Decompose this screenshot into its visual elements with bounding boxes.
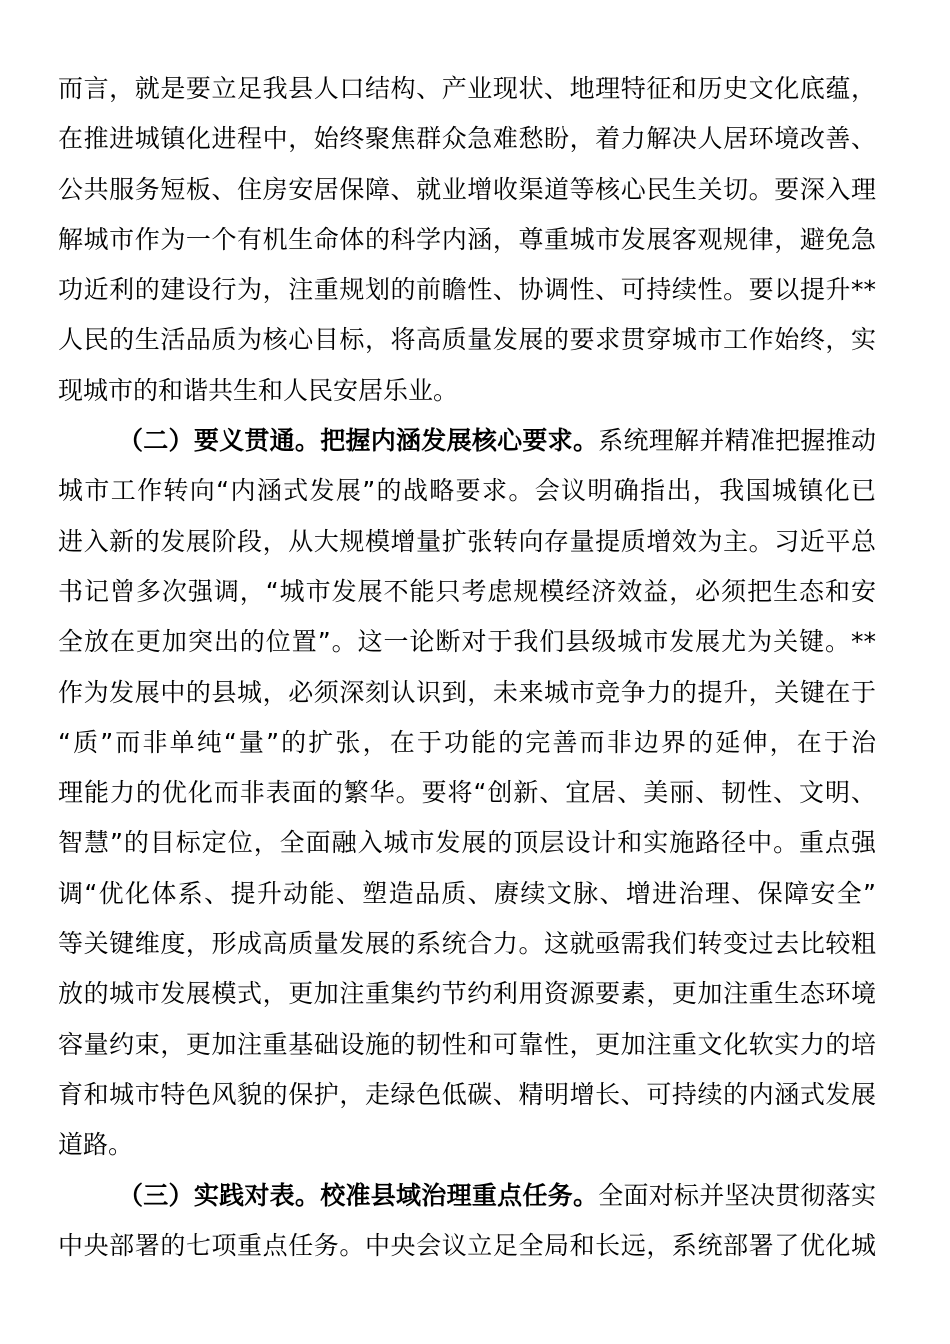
text-line: 育和城市特色风貌的保护，走绿色低碳、精明增长、可持续的内涵式发展: [58, 1079, 876, 1109]
text-line: 而言，就是要立足我县人口结构、产业现状、地理特征和历史文化底蕴，: [58, 74, 876, 103]
heading-continuation: 全面对标并坚决贯彻落实: [598, 1180, 876, 1210]
text-line: 智慧”的目标定位，全面融入城市发展的顶层设计和实施路径中。重点强: [58, 828, 876, 858]
text-line: 城市工作转向“内涵式发展”的战略要求。会议明确指出，我国城镇化已: [58, 476, 876, 506]
paragraph-1: [58, 64, 876, 416]
text-line: 作为发展中的县城，必须深刻认识到，未来城市竞争力的提升，关键在于: [58, 677, 876, 707]
text-line: 进入新的发展阶段，从大规模增量扩张转向存量提质增效为主。习近平总: [58, 526, 876, 556]
text-line: 解城市作为一个有机生命体的科学内涵，尊重城市发展客观规律，避免急: [58, 224, 876, 254]
heading-continuation: 系统理解并精准把握推动: [598, 426, 876, 456]
text-line: 功近利的建设行为，注重规划的前瞻性、协调性、可持续性。要以提升**: [58, 275, 876, 305]
text-line: 道路。: [58, 1130, 134, 1160]
text-line: 调“优化体系、提升动能、塑造品质、赓续文脉、增进治理、保障安全”: [58, 878, 876, 908]
text-line: 理能力的优化而非表面的繁华。要将“创新、宜居、美丽、韧性、文明、: [58, 778, 876, 808]
text-line: 在推进城镇化进程中，始终聚焦群众急难愁盼，着力解决人居环境改善、: [58, 124, 876, 154]
paragraph-first-line: [58, 1171, 876, 1221]
text-line: 放的城市发展模式，更加注重集约节约利用资源要素，更加注重生态环境: [58, 979, 876, 1009]
section-heading: （三）实践对表。校准县域治理重点任务。: [118, 1180, 599, 1210]
text-line: 容量约束，更加注重基础设施的韧性和可靠性，更加注重文化软实力的培: [58, 1029, 876, 1059]
paragraph-2: [58, 416, 876, 1170]
text-line: 公共服务短板、住房安居保障、就业增收渠道等核心民生关切。要深入理: [58, 174, 876, 204]
text-line: “质”而非单纯“量”的扩张，在于功能的完善而非边界的延伸，在于治: [58, 727, 876, 757]
text-line: 人民的生活品质为核心目标，将高质量发展的要求贯穿城市工作始终，实: [58, 325, 876, 355]
text-line: 现城市的和谐共生和人民安居乐业。: [58, 375, 459, 405]
text-line: 书记曾多次强调，“城市发展不能只考虑规模经济效益，必须把生态和安: [58, 576, 876, 606]
document-page: [58, 64, 876, 1271]
paragraph-3: [58, 1171, 876, 1272]
paragraph-first-line: [58, 416, 876, 466]
text-line: 等关键维度，形成高质量发展的系统合力。这就亟需我们转变过去比较粗: [58, 929, 876, 959]
text-line: 全放在更加突出的位置”。这一论断对于我们县级城市发展尤为关键。**: [58, 627, 876, 657]
text-line: 中央部署的七项重点任务。中央会议立足全局和长远，系统部署了优化城: [58, 1230, 876, 1260]
section-heading: （二）要义贯通。把握内涵发展核心要求。: [118, 426, 599, 456]
